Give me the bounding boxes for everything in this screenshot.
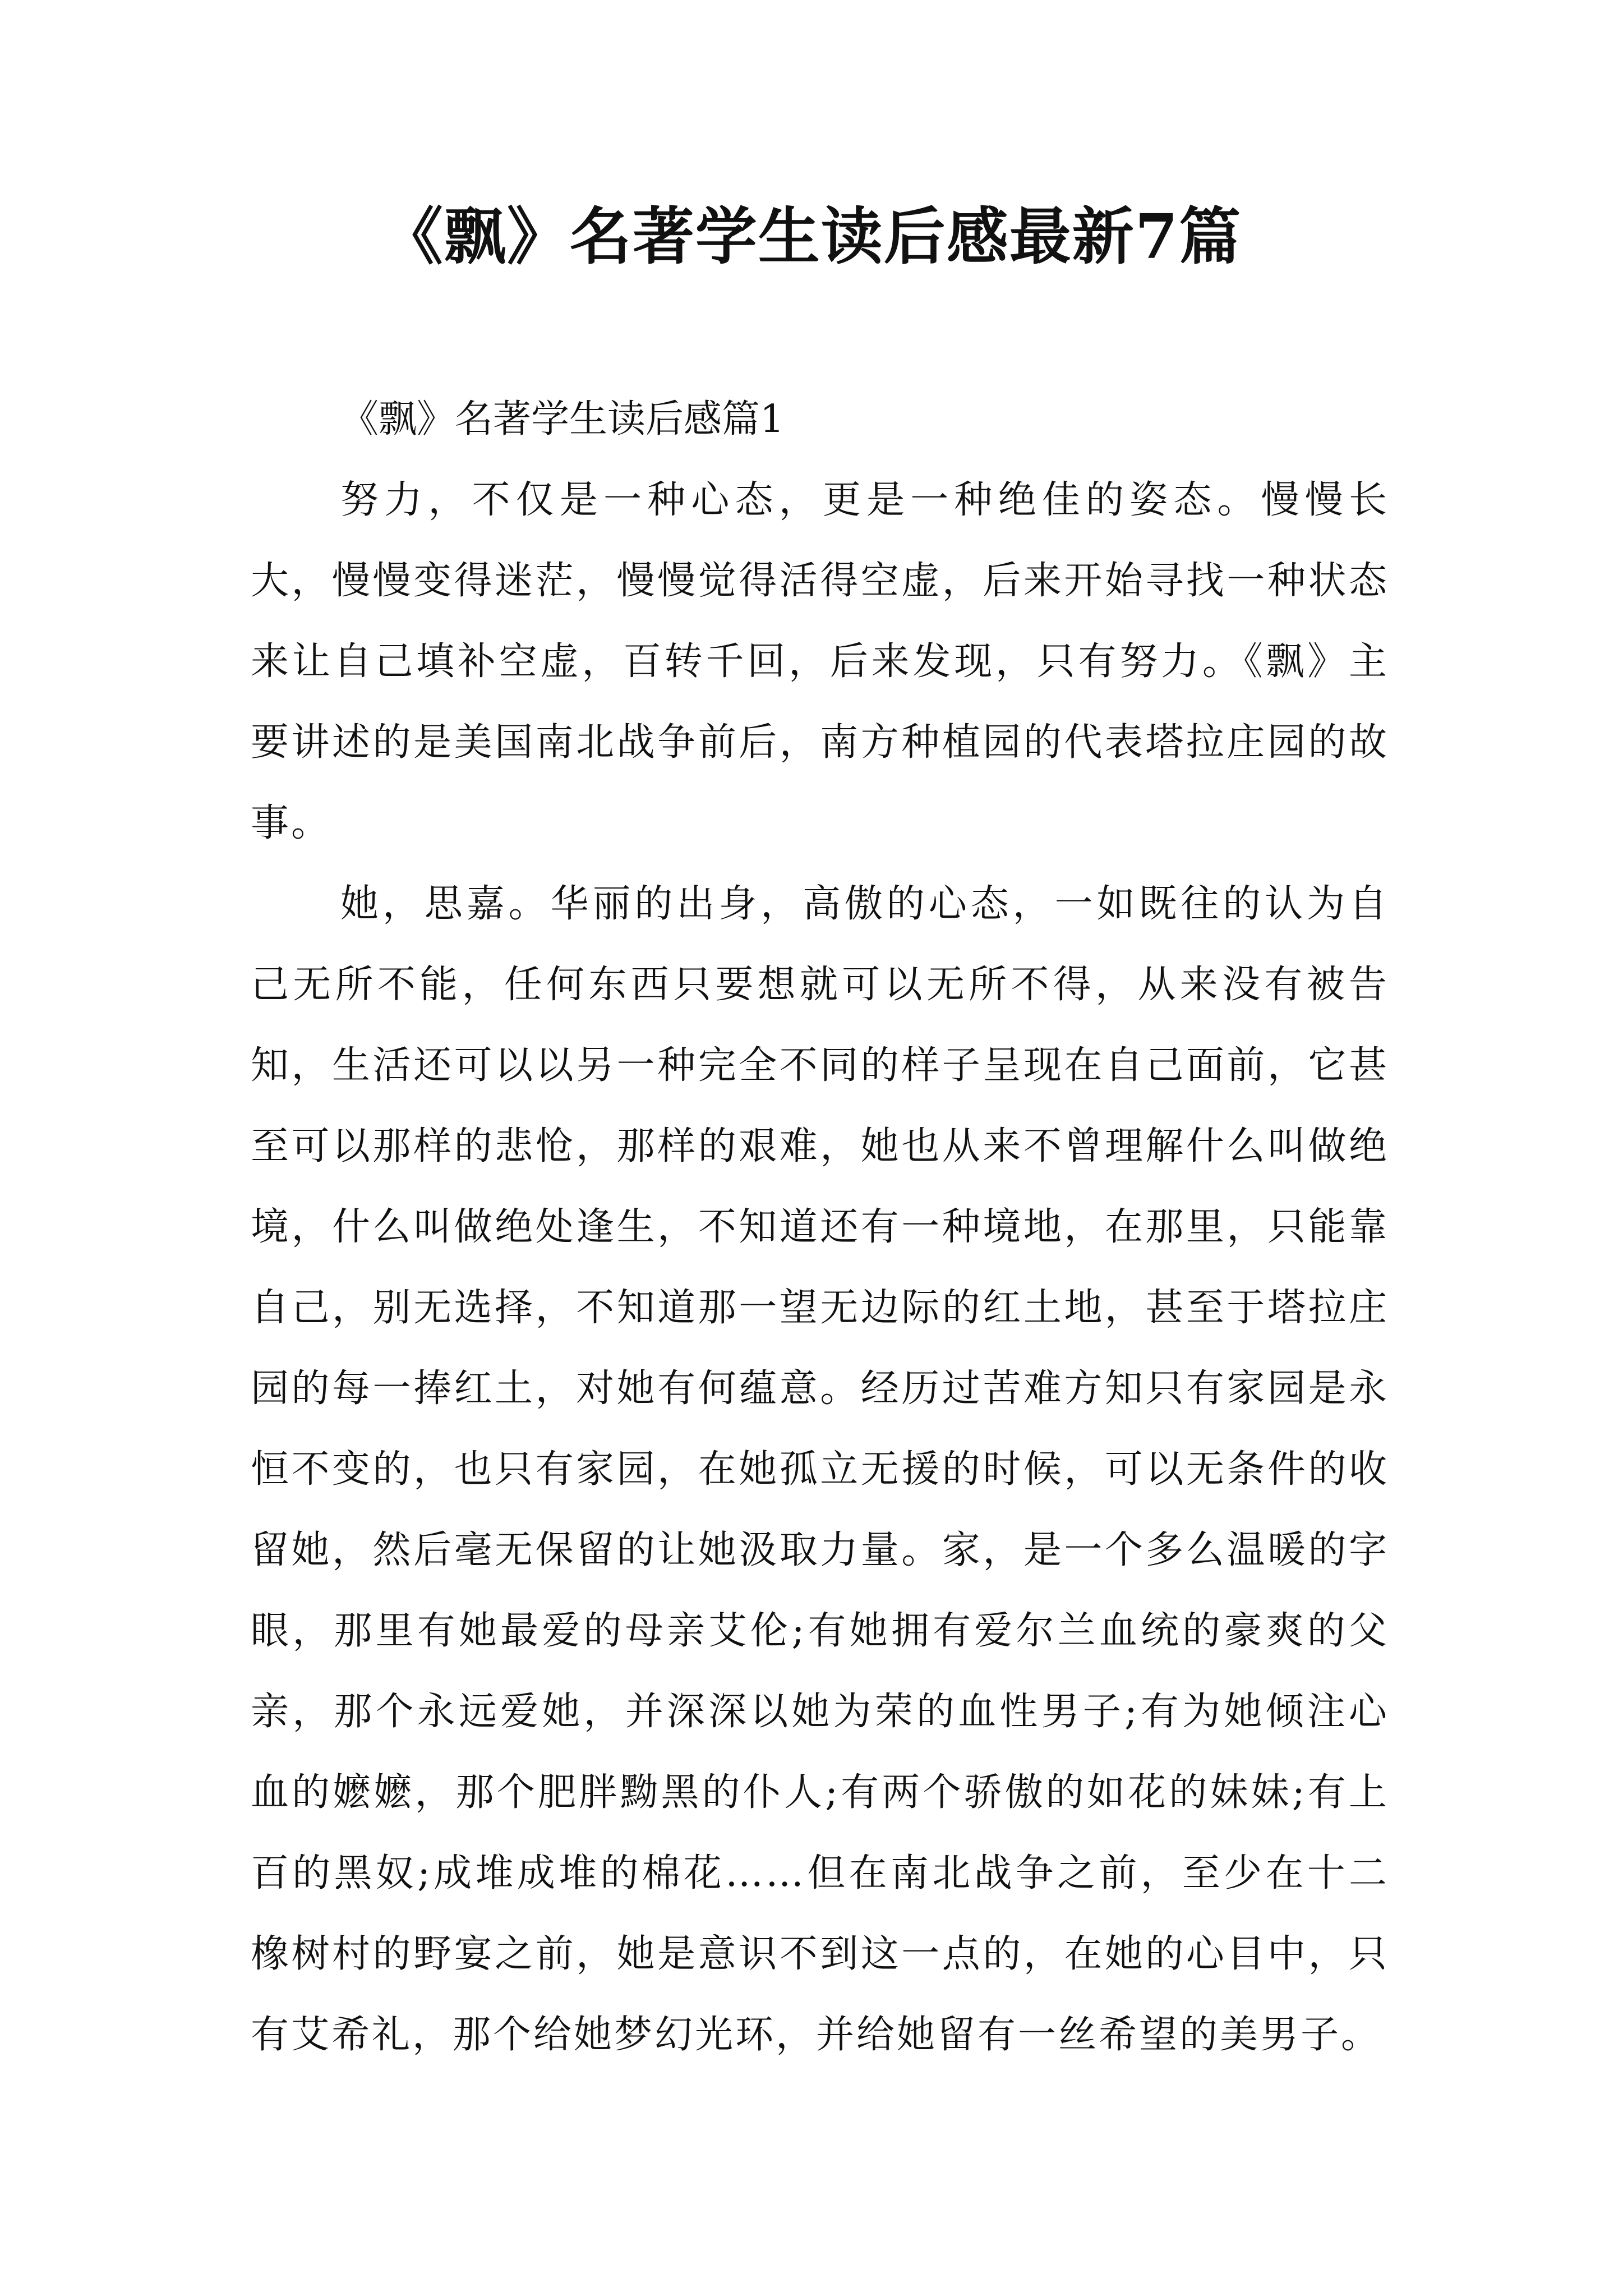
section-heading: 《飘》名著学生读后感篇1 [340,397,785,441]
document-body [251,379,1389,2076]
paragraph-2: 她，思嘉。华丽的出身，高傲的心态，一如既往的认为自己无所不能，任何东西只要想就可以无所不得，从来没有被告知，生活还可以以另一种完全不同的样子呈现在自己面前，它甚至可以那样的悲怆，那样的艰难，她也从来不曾理解什么叫做绝境，什么叫做绝处逢生，不知道还有一种境地，在那里，只能靠自己，别无选择，不知道那一望无边际的红土地，甚至于塔拉庄园的每一捧红土，对她有何蕴意。经历过苦难方知只有家园是永恒不变的，也只有家园，在她孤立无援的时候，可以无条件的收留她，然后毫无保留的让她汲取力量。家，是一个多么温暖的字眼，那里有她最爱的母亲艾伦;有她拥有爱尔兰血统的豪爽的父亲，那个永远爱她，并深深以她为荣的血性男子;有为她倾注心血的嬷嬷，那个肥胖黝黑的仆人;有两个骄傲的如花的妹妹;有上百的黑奴;成堆成堆的棉花……但在南北战争之前，至少在十二橡树村的野宴之前，她是意识不到这一点的，在她的心目中，只有艾希礼，那个给她梦幻光环，并给她留有一丝希望的美男子。 [251,882,1389,2057]
document-title: 《飘》名著学生读后感最新7篇 [381,200,1242,273]
paragraph-1: 努力，不仅是一种心态，更是一种绝佳的姿态。慢慢长大，慢慢变得迷茫，慢慢觉得活得空虚，后来开始寻找一种状态来让自己填补空虚，百转千回，后来发现，只有努力。《飘》主要讲述的是美国南北战争前后，南方种植园的代表塔拉庄园的故事。 [251,478,1389,845]
